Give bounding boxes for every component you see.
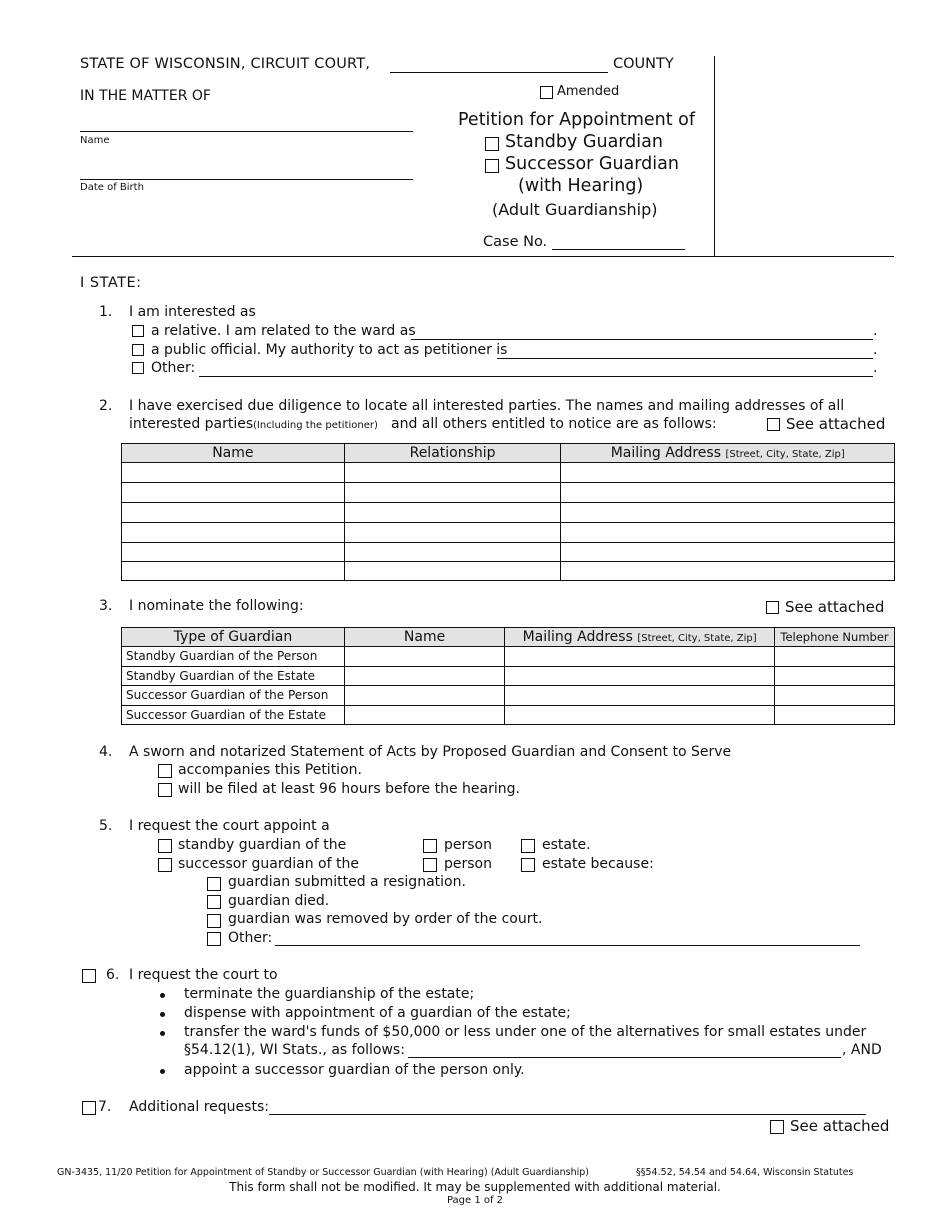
will-be-filed-label: will be filed at least 96 hours before the hearing. [178,781,520,797]
case-no-label: Case No. [483,234,548,250]
s5-intro: I request the court appoint a [129,818,330,834]
statutes: §§54.52, 54.54 and 54.64, Wisconsin Statutes [636,1167,854,1178]
county-label: COUNTY [613,56,674,72]
accompanies-checkbox[interactable] [158,764,172,778]
s3-intro: I nominate the following: [129,598,304,614]
title-line1: Petition for Appointment of [458,110,696,130]
other-period: . [873,360,878,376]
standby-guardian-checkbox[interactable] [485,137,499,151]
i-state-heading: I STATE: [80,275,142,291]
col-relationship: Relationship [344,444,561,463]
title-adult: (Adult Guardianship) [492,200,658,219]
col-mailing-address: Mailing Address [Street, City, State, Zip] [561,444,895,463]
table-row[interactable] [122,666,895,686]
s7-see-attached-checkbox[interactable] [770,1120,784,1134]
nominees-table [121,627,895,725]
bullet [160,1069,165,1074]
s6-bullet3c: , AND [842,1042,882,1058]
removed-label: guardian was removed by order of the court. [228,911,543,927]
table-row[interactable] [122,562,895,581]
s6-bullet4: appoint a successor guardian of the person only. [184,1062,525,1078]
s2-line2c: and all others entitled to notice are as follows: [391,416,717,432]
s6-bullet3b: §54.12(1), WI Stats., as follows: [184,1042,405,1058]
matter-label: IN THE MATTER OF [80,88,211,104]
col-telephone: Telephone Number [775,628,895,647]
table-row[interactable] [122,686,895,706]
s2-see-attached-checkbox[interactable] [767,418,780,431]
s2-number: 2. [99,398,113,414]
s4-intro: A sworn and notarized Statement of Acts by Proposed Guardian and Consent to Serve [129,744,732,760]
resignation-label: guardian submitted a resignation. [228,874,466,890]
col-type-of-guardian: Type of Guardian [122,628,345,647]
small-estate-alternative-field[interactable] [408,1057,841,1058]
resignation-checkbox[interactable] [207,877,221,891]
guardian-type-cell: Successor Guardian of the Estate [122,705,345,725]
official-field[interactable] [497,358,873,359]
guardian-type-cell: Standby Guardian of the Estate [122,666,345,686]
amended-checkbox[interactable] [540,86,553,99]
additional-requests-field[interactable] [269,1114,866,1115]
relative-label: a relative. I am related to the ward as [151,323,416,339]
s7-intro: Additional requests: [129,1099,269,1115]
s7-checkbox[interactable] [82,1101,96,1115]
official-period: . [873,342,878,358]
s6-bullet2: dispense with appointment of a guardian of the estate; [184,1005,571,1021]
dob-field[interactable] [80,179,413,180]
s3-see-attached-label: See attached [785,598,885,616]
successor-estate-label: estate because: [542,856,654,872]
successor-estate-checkbox[interactable] [521,858,535,872]
table-row[interactable] [122,647,895,667]
header-bottom-rule [72,256,894,257]
relative-field[interactable] [411,339,873,340]
died-checkbox[interactable] [207,895,221,909]
s2-line2b: (Including the petitioner) [253,420,378,431]
col-mailing-address: Mailing Address [Street, City, State, Zip] [505,628,775,647]
s2-see-attached-label: See attached [786,415,886,433]
s1-number: 1. [99,304,113,320]
s7-see-attached-label: See attached [790,1117,890,1135]
header-divider [714,56,715,256]
table-row[interactable] [122,543,895,562]
s7-number: 7. [98,1099,112,1115]
table-row[interactable] [122,523,895,543]
s3-see-attached-checkbox[interactable] [766,601,779,614]
name-label: Name [80,135,110,146]
county-field[interactable] [390,72,608,73]
s6-checkbox[interactable] [82,969,96,983]
s5-number: 5. [99,818,113,834]
reason-other-field[interactable] [275,945,860,946]
relative-period: . [873,323,878,339]
s6-number: 6. [106,967,120,983]
standby-estate-checkbox[interactable] [521,839,535,853]
s4-number: 4. [99,744,113,760]
interested-parties-table [121,443,895,581]
bullet [160,1012,165,1017]
title-successor: Successor Guardian [505,154,679,174]
other-field[interactable] [199,376,873,377]
s2-line2a: interested parties [129,416,254,432]
modification-notice: This form shall not be modified. It may be supplemented with additional material. [229,1180,721,1194]
official-label: a public official. My authority to act as petitioner is [151,342,508,358]
table-row[interactable] [122,705,895,725]
successor-person-label: person [444,856,492,872]
table-row[interactable] [122,483,895,503]
guardian-type-cell: Standby Guardian of the Person [122,647,345,667]
standby-checkbox[interactable] [158,839,172,853]
col-name: Name [344,628,504,647]
accompanies-label: accompanies this Petition. [178,762,362,778]
court-label: STATE OF WISCONSIN, CIRCUIT COURT, [80,56,371,72]
removed-checkbox[interactable] [207,914,221,928]
will-be-filed-checkbox[interactable] [158,783,172,797]
relative-checkbox[interactable] [132,325,144,337]
standby-label: standby guardian of the [178,837,347,853]
standby-person-label: person [444,837,492,853]
page-number: Page 1 of 2 [446,1195,504,1206]
successor-checkbox[interactable] [158,858,172,872]
title-standby: Standby Guardian [505,132,663,152]
table-row[interactable] [122,503,895,523]
other-label: Other: [151,360,196,376]
official-checkbox[interactable] [132,344,144,356]
form-id: GN-3435, 11/20 Petition for Appointment of Standby or Successor Guardian (with Hearing) (Adult Guardianship) [57,1167,589,1178]
died-label: guardian died. [228,893,330,909]
guardian-type-cell: Successor Guardian of the Person [122,686,345,706]
bullet [160,993,165,998]
reason-other-label: Other: [228,930,273,946]
bullet [160,1031,165,1036]
s6-bullet3a: transfer the ward's funds of $50,000 or less under one of the alternatives for small estates under [184,1024,867,1040]
col-name: Name [122,444,345,463]
table-row[interactable] [122,463,895,483]
other-checkbox[interactable] [132,362,144,374]
standby-estate-label: estate. [542,837,591,853]
amended-label: Amended [557,84,620,99]
s2-line1: I have exercised due diligence to locate all interested parties. The names and mailing addresses of all [129,398,845,414]
successor-label: successor guardian of the [178,856,359,872]
case-no-field[interactable] [552,249,685,250]
successor-guardian-checkbox[interactable] [485,159,499,173]
title-with-hearing: (with Hearing) [518,176,644,196]
s6-intro: I request the court to [129,967,278,983]
s6-bullet1: terminate the guardianship of the estate; [184,986,475,1002]
successor-person-checkbox[interactable] [423,858,437,872]
name-field[interactable] [80,131,413,132]
dob-label: Date of Birth [80,182,144,193]
s3-number: 3. [99,598,113,614]
reason-other-checkbox[interactable] [207,932,221,946]
s1-intro: I am interested as [129,304,256,320]
standby-person-checkbox[interactable] [423,839,437,853]
